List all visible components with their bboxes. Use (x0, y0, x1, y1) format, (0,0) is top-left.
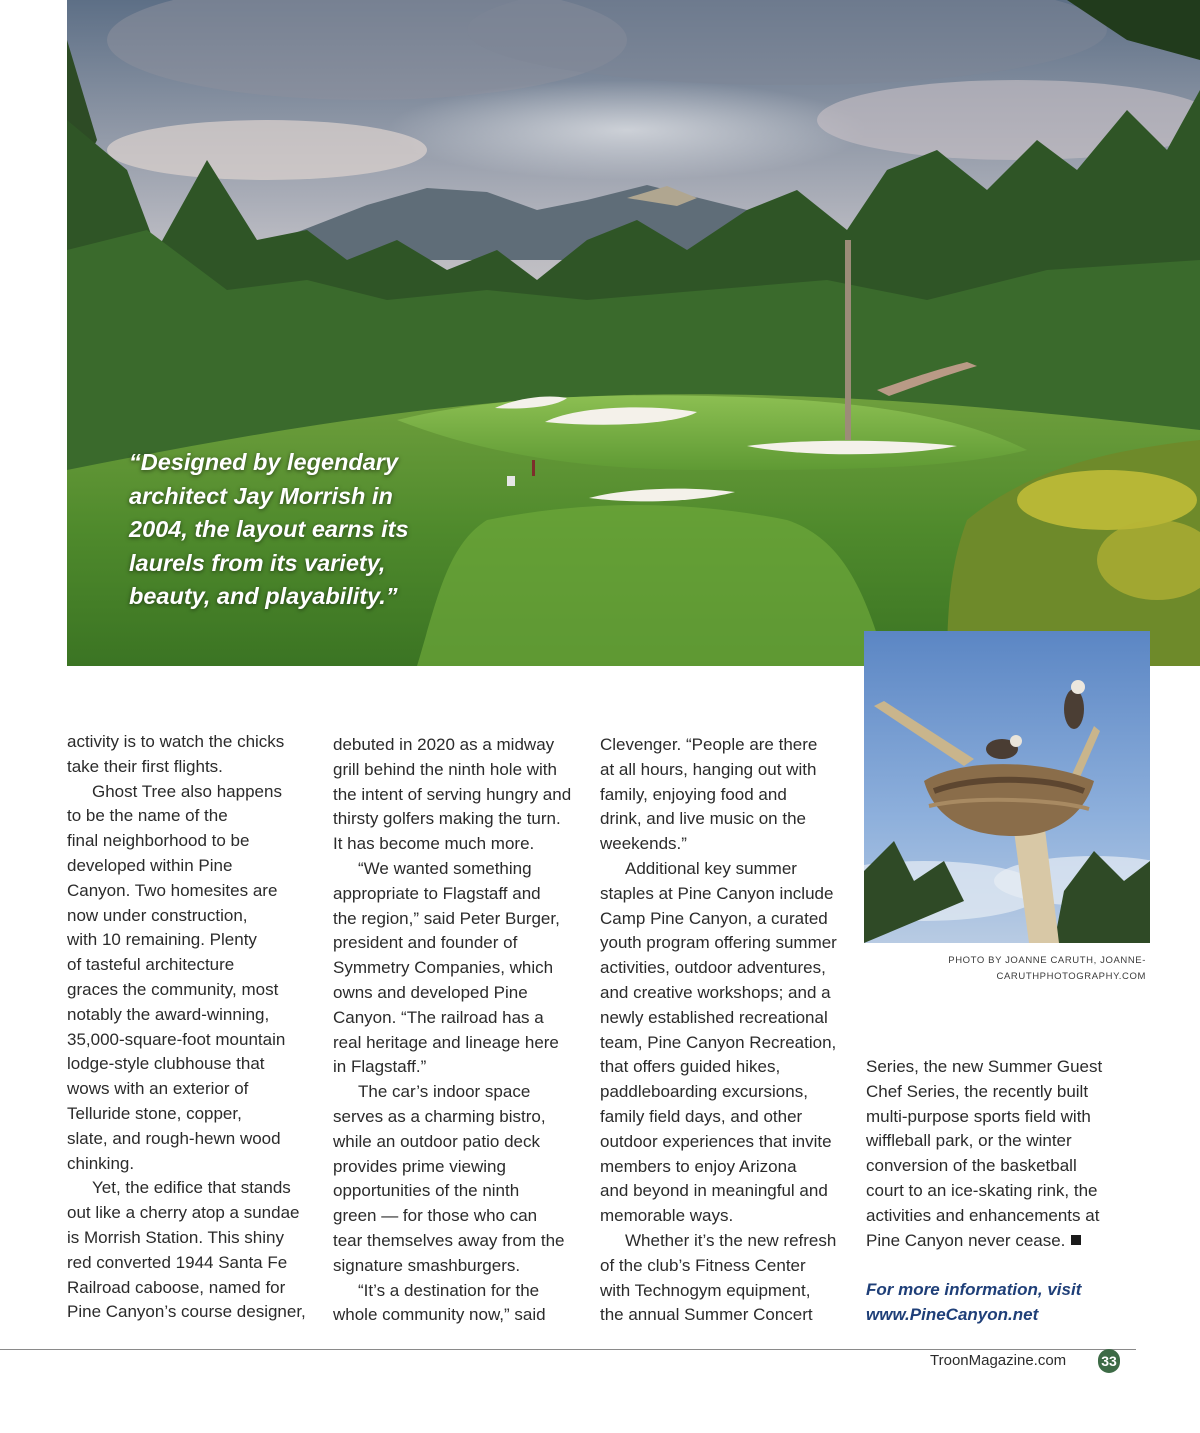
text-line: appropriate to Flagstaff and (333, 883, 541, 903)
end-mark-icon (1071, 1235, 1081, 1245)
text-line: Yet, the edifice that stands (92, 1178, 291, 1198)
text-line: opportunities of the ninth (333, 1181, 520, 1201)
body-column-1 (67, 730, 306, 1325)
text-line: whole community now,” said (333, 1305, 546, 1325)
text-line: Symmetry Companies, which (333, 958, 554, 978)
text-line: family field days, and other (600, 1106, 803, 1126)
text-line: with 10 remaining. Plenty (67, 930, 257, 950)
text-line: The car’s indoor space (358, 1082, 531, 1102)
text-line: graces the community, most (67, 979, 279, 999)
text-line: Canyon. Two homesites are (67, 880, 278, 900)
text-line: serves as a charming bistro, (333, 1106, 546, 1126)
text-line: Ghost Tree also happens (92, 781, 282, 801)
text-line: paddleboarding excursions, (600, 1082, 808, 1102)
text-line: the region,” said Peter Burger, (333, 908, 560, 928)
text-line: out like a cherry atop a sundae (67, 1203, 300, 1223)
text-line: that offers guided hikes, (600, 1057, 781, 1077)
text-line: of tasteful architecture (67, 955, 235, 975)
text-line: debuted in 2020 as a midway (333, 735, 555, 754)
text-line: It has become much more. (333, 834, 535, 854)
text-line: and beyond in meaningful and (600, 1181, 828, 1201)
text-line: is Morrish Station. This shiny (67, 1227, 284, 1247)
text-line: grill behind the ninth hole with (333, 759, 557, 779)
text-line: signature smashburgers. (333, 1255, 521, 1275)
text-line: activities and enhancements at (866, 1205, 1100, 1225)
text-line: president and founder of (333, 933, 518, 953)
text-line: wiffleball park, or the winter (866, 1131, 1072, 1151)
text-line: weekends.” (600, 834, 687, 854)
page-number-badge: 33 (1098, 1349, 1120, 1373)
text-line: members to enjoy Arizona (600, 1156, 797, 1176)
text-line: with Technogym equipment, (600, 1280, 811, 1300)
text-line: staples at Pine Canyon include (600, 883, 834, 903)
text-line: take their first flights. (67, 756, 223, 776)
text-line: tear themselves away from the (333, 1230, 565, 1250)
text-line: slate, and rough-hewn wood (67, 1128, 281, 1148)
text-line: newly established recreational (600, 1007, 828, 1027)
body-column-4 (866, 1055, 1102, 1253)
text-line: Pine Canyon’s course designer, (67, 1302, 306, 1322)
text-line: in Flagstaff.” (333, 1057, 427, 1077)
text-line: team, Pine Canyon Recreation, (600, 1032, 837, 1052)
text-line: the intent of serving hungry and (333, 784, 572, 804)
text-line: “It’s a destination for the (358, 1280, 540, 1300)
text-line: activities, outdoor adventures, (600, 958, 826, 978)
text-line: Canyon. “The railroad has a (333, 1007, 544, 1027)
text-line: court to an ice-skating rink, the (866, 1180, 1098, 1200)
text-line: chinking. (67, 1153, 135, 1173)
hero-photo (67, 0, 1200, 666)
text-line: provides prime viewing (333, 1156, 506, 1176)
text-line: Pine Canyon never cease. (866, 1230, 1066, 1250)
text-line: now under construction, (67, 905, 248, 925)
text-line: activity is to watch the chicks (67, 732, 285, 751)
text-line: conversion of the basketball (866, 1156, 1077, 1176)
text-line: youth program offering summer (600, 933, 837, 953)
text-line: family, enjoying food and (600, 784, 787, 804)
text-line: and creative workshops; and a (600, 982, 831, 1002)
osprey-nest-image (864, 631, 1150, 943)
footer-site-name[interactable]: TroonMagazine.com (930, 1352, 1067, 1369)
more-info-callout (866, 1278, 1081, 1328)
text-line: wows with an exterior of (67, 1079, 249, 1099)
body-column-3 (600, 733, 837, 1328)
text-line: Additional key summer (625, 858, 797, 878)
text-line: real heritage and lineage here (333, 1032, 559, 1052)
text-line: Whether it’s the new refresh (625, 1230, 837, 1250)
text-line: Camp Pine Canyon, a curated (600, 908, 828, 928)
text-line: final neighborhood to be (67, 831, 250, 851)
text-line: outdoor experiences that invite (600, 1131, 832, 1151)
text-line: to be the name of the (67, 806, 228, 826)
text-line: 35,000-square-foot mountain (67, 1029, 286, 1049)
website-link[interactable]: www.PineCanyon.net (866, 1304, 1039, 1324)
text-line: multi-purpose sports field with (866, 1106, 1091, 1126)
text-line: lodge-style clubhouse that (67, 1054, 265, 1074)
text-line: at all hours, hanging out with (600, 759, 817, 779)
text-line: Clevenger. “People are there (600, 735, 818, 754)
text-line: while an outdoor patio deck (333, 1131, 540, 1151)
text-line: notably the award-winning, (67, 1004, 270, 1024)
text-line: memorable ways. (600, 1206, 734, 1226)
body-column-2 (333, 733, 571, 1328)
text-line: Railroad caboose, named for (67, 1277, 286, 1297)
text-line: developed within Pine (67, 855, 233, 875)
more-info-text: For more information, visit (866, 1280, 1082, 1299)
inset-photo (864, 631, 1150, 943)
text-line: Series, the new Summer Guest (866, 1057, 1103, 1076)
text-line: Telluride stone, copper, (67, 1103, 242, 1123)
text-line: red converted 1944 Santa Fe (67, 1252, 288, 1272)
photo-credit: PHOTO BY JOANNE CARUTH, JOANNE- CARUTHPHOTOGRAPHY.COM (948, 955, 1146, 982)
text-line: of the club’s Fitness Center (600, 1255, 806, 1275)
text-line: “We wanted something (358, 858, 532, 878)
text-line: the annual Summer Concert (600, 1305, 813, 1325)
text-line: owns and developed Pine (333, 982, 528, 1002)
text-line: thirsty golfers making the turn. (333, 809, 561, 829)
text-line: Chef Series, the recently built (866, 1081, 1089, 1101)
text-line: drink, and live music on the (600, 809, 806, 829)
pull-quote: “Designed by legendary architect Jay Morrish in 2004, the layout earns its laurels from its variety, beauty, and playability.” (129, 449, 409, 609)
text-line: green — for those who can (333, 1206, 538, 1226)
